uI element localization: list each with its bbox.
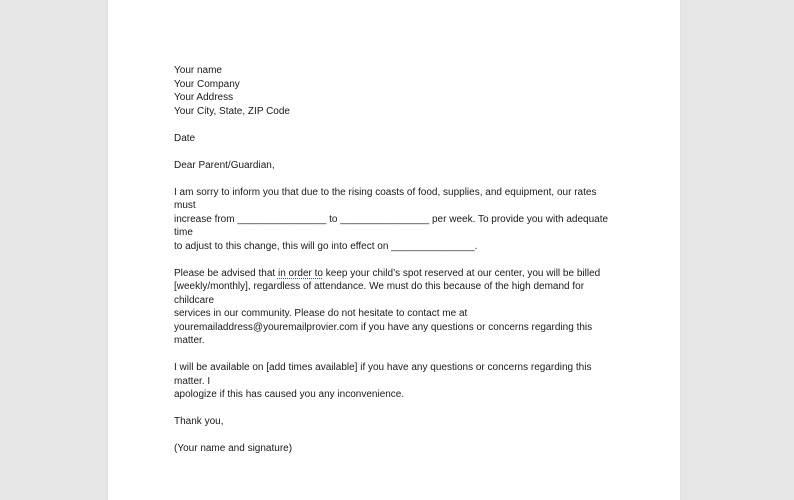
letter-date: Date: [174, 132, 196, 144]
para3-line2: apologize if this has caused you any inconvenience.: [174, 389, 405, 400]
grammar-flag[interactable]: in order to: [277, 267, 323, 279]
para2-line3: services in our community. Please do not hesitate to contact me at: [174, 308, 468, 319]
salutation: Dear Parent/Guardian,: [174, 159, 275, 171]
sender-name: Your name: [174, 65, 222, 76]
signature: (Your name and signature): [174, 443, 293, 454]
para2-line1-pre: Please be advised that: [174, 267, 278, 279]
closing: Thank you,: [174, 416, 224, 427]
para3-line1: I will be available on [add times available] if you have any questions or concerns regarding this matter. I: [174, 362, 592, 387]
para1-line2: increase from ________________ to ________________ per week. To provide you with adequate time: [174, 213, 609, 238]
letter-body: [174, 64, 614, 456]
para2-line1: [174, 267, 614, 281]
sender-company: Your Company: [174, 78, 240, 90]
para1-line3: to adjust to this change, this will go into effect on _______________.: [174, 240, 478, 252]
sender-address: Your Address: [174, 92, 234, 103]
para2-line2: [weekly/monthly], regardless of attendance. We must do this because of the high demand for childcare: [174, 281, 585, 306]
document-page: [108, 0, 680, 500]
para1-line1: I am sorry to inform you that due to the rising coasts of food, supplies, and equipment, our rates must: [174, 186, 597, 211]
para2-line1-post: keep your child’s spot reserved at our center, you will be billed: [323, 267, 601, 279]
para2-line4: youremailaddress@youremailprovier.com if you have any questions or concerns regarding this matter.: [174, 321, 593, 346]
sender-city: Your City, State, ZIP Code: [174, 105, 290, 117]
